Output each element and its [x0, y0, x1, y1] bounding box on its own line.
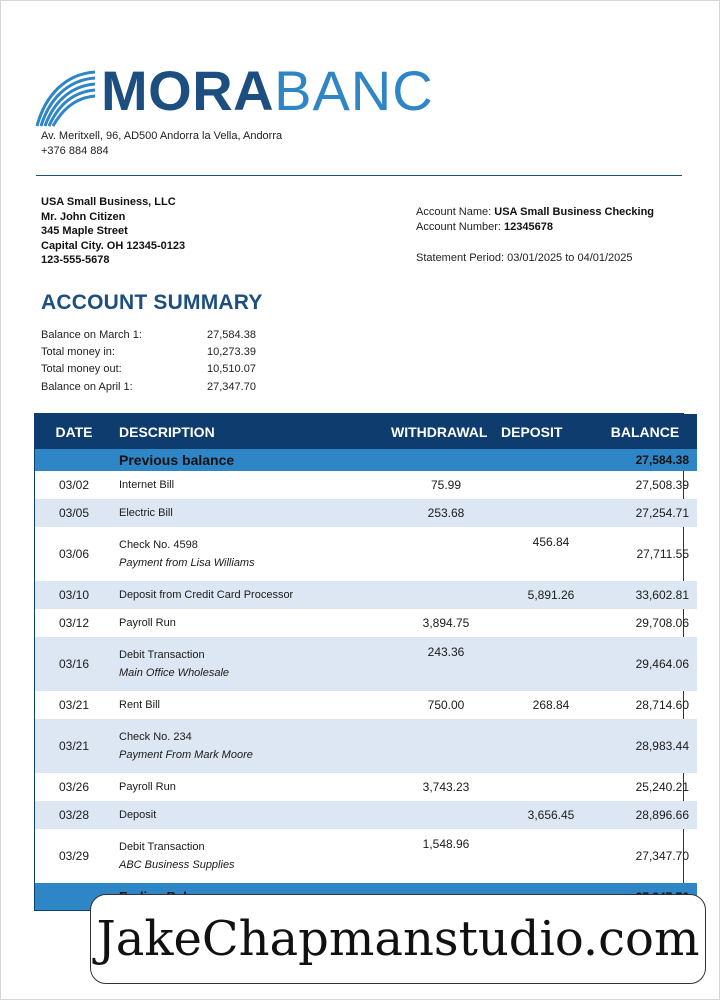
- previous-balance-label: Previous balance: [113, 449, 391, 471]
- watermark-box: [90, 894, 706, 984]
- row-date: 03/28: [35, 801, 113, 829]
- summary-value: 27,347.70: [207, 380, 256, 393]
- summary-label: Total money out:: [41, 363, 122, 376]
- table-row: [35, 499, 697, 527]
- statement-period-label: Statement Period:: [416, 252, 505, 264]
- bank-name: [101, 59, 434, 122]
- customer-company: USA Small Business, LLC: [41, 196, 176, 208]
- row-description: Electric Bill: [113, 499, 391, 527]
- row-balance: 33,602.81: [601, 581, 697, 609]
- row-withdrawal: [391, 801, 501, 829]
- account-number-label: Account Number:: [416, 221, 501, 233]
- row-deposit: 3,656.45: [501, 801, 601, 829]
- summary-row: [41, 361, 267, 378]
- table-row: [35, 773, 697, 801]
- transactions-table: [34, 413, 689, 911]
- row-withdrawal: 75.99: [430, 478, 462, 492]
- row-description: Internet Bill: [119, 479, 175, 491]
- table-row: [35, 527, 697, 581]
- row-deposit: [501, 637, 601, 691]
- bank-address-line: Av. Meritxell, 96, AD500 Andorra la Vella, Andorra: [41, 130, 283, 142]
- row-deposit: [501, 609, 601, 637]
- row-deposit: 268.84: [532, 698, 570, 712]
- row-subdescription: Payment From Mark Moore: [119, 749, 253, 761]
- row-date: 03/06: [58, 547, 90, 561]
- row-subdescription: ABC Business Supplies: [119, 859, 235, 871]
- row-description: Debit Transaction: [119, 841, 205, 853]
- summary-value: 10,510.07: [207, 363, 256, 376]
- statement-period-line: [416, 251, 654, 266]
- account-summary: [41, 327, 267, 396]
- row-description: Payroll Run: [119, 781, 176, 793]
- customer-block: [41, 195, 185, 268]
- row-deposit: [501, 719, 601, 773]
- wave-logo-icon: [35, 66, 97, 128]
- bank-name-bold: MORA: [101, 59, 275, 122]
- row-balance: 27,347.70: [635, 849, 689, 863]
- row-balance: 27,711.55: [636, 547, 689, 561]
- account-name-label: Account Name:: [416, 206, 492, 218]
- summary-title: ACCOUNT SUMMARY: [41, 291, 263, 314]
- summary-value: 10,273.39: [207, 346, 256, 359]
- watermark-text: JakeChapmanstudio.com: [96, 911, 700, 967]
- row-balance: 25,240.21: [635, 780, 689, 794]
- row-subdescription: Main Office Wholesale: [119, 667, 230, 679]
- row-description: Check No. 234: [119, 731, 192, 743]
- previous-balance-row: [35, 449, 697, 471]
- row-deposit: [501, 471, 601, 499]
- row-date: 03/05: [35, 499, 113, 527]
- customer-city: Capital City. OH 12345-0123: [41, 239, 186, 252]
- row-description: Debit Transaction: [119, 649, 205, 661]
- row-deposit: [501, 499, 601, 527]
- header-balance: BALANCE: [601, 414, 697, 449]
- bank-logo: [35, 59, 435, 128]
- row-date: 03/26: [58, 780, 90, 794]
- table-row: [35, 719, 697, 773]
- header-deposit: DEPOSIT: [501, 414, 601, 449]
- header-divider: [36, 175, 682, 176]
- header-description: DESCRIPTION: [113, 414, 391, 449]
- row-description-cell: [113, 829, 391, 883]
- row-date: 03/10: [35, 581, 113, 609]
- row-description: Deposit from Credit Card Processor: [113, 581, 391, 609]
- row-description: Payroll Run: [119, 617, 176, 629]
- row-balance: 27,254.71: [601, 499, 697, 527]
- row-subdescription: Payment from Lisa Williams: [119, 557, 255, 569]
- bank-phone: +376 884 884: [41, 145, 109, 157]
- row-date: 03/12: [58, 616, 90, 630]
- row-balance: 28,714.60: [635, 698, 689, 712]
- summary-label: Balance on March 1:: [41, 329, 142, 341]
- row-description: Check No. 4598: [119, 539, 198, 551]
- row-description-cell: [113, 637, 391, 691]
- summary-row: [41, 379, 267, 396]
- row-withdrawal: 3,894.75: [422, 616, 470, 630]
- row-withdrawal: 750.00: [427, 698, 465, 712]
- bank-address: [41, 129, 282, 159]
- table-row: [35, 637, 697, 691]
- row-balance: 28,983.44: [601, 719, 697, 773]
- row-withdrawal: [391, 527, 501, 581]
- row-date: 03/21: [35, 719, 113, 773]
- header-withdrawal: WITHDRAWAL: [391, 414, 501, 449]
- bank-name-light: BANC: [274, 59, 434, 122]
- account-number-line: [416, 220, 654, 235]
- account-info: [416, 205, 654, 266]
- table-row: [35, 581, 697, 609]
- row-date: 03/21: [58, 698, 90, 712]
- row-withdrawal: [391, 581, 501, 609]
- summary-value: 27,584.38: [207, 329, 256, 341]
- row-deposit: [501, 773, 601, 801]
- row-deposit: [501, 829, 601, 883]
- row-withdrawal: 243.36: [391, 637, 501, 691]
- customer-street: 345 Maple Street: [41, 225, 128, 237]
- row-balance: 29,464.06: [601, 637, 697, 691]
- table-row: [35, 829, 697, 883]
- row-balance: 27,508.39: [635, 478, 689, 492]
- row-balance: 29,708.06: [635, 616, 689, 630]
- row-withdrawal: [391, 719, 501, 773]
- table-row: [35, 471, 697, 499]
- table-row: [35, 801, 697, 829]
- customer-phone: 123-555-5678: [41, 254, 110, 266]
- row-balance: 28,896.66: [601, 801, 697, 829]
- previous-balance-value: 27,584.38: [601, 449, 697, 471]
- statement-period-value: 03/01/2025 to 04/01/2025: [507, 252, 633, 264]
- row-withdrawal: 1,548.96: [422, 837, 470, 851]
- row-date: 03/29: [58, 849, 90, 863]
- summary-row: [41, 344, 267, 361]
- row-deposit: 456.84: [532, 535, 570, 549]
- account-name-line: [416, 205, 654, 220]
- row-withdrawal: 253.68: [391, 499, 501, 527]
- summary-label: Balance on April 1:: [41, 380, 133, 393]
- row-date: 03/02: [58, 478, 90, 492]
- header-date: DATE: [35, 414, 113, 449]
- row-date: 03/16: [35, 637, 113, 691]
- table-row: [35, 609, 697, 637]
- summary-row: [41, 327, 267, 344]
- row-description-cell: [113, 527, 391, 581]
- row-withdrawal: 3,743.23: [422, 780, 470, 794]
- account-name-value: USA Small Business Checking: [494, 206, 655, 218]
- customer-contact: Mr. John Citizen: [41, 210, 126, 223]
- summary-label: Total money in:: [41, 346, 115, 359]
- account-number-value: 12345678: [504, 221, 553, 233]
- row-description: Rent Bill: [119, 699, 160, 711]
- row-deposit: 5,891.26: [501, 581, 601, 609]
- row-description: Deposit: [113, 801, 391, 829]
- row-description-cell: [113, 719, 391, 773]
- table-row: [35, 691, 697, 719]
- table-header-row: [35, 414, 697, 449]
